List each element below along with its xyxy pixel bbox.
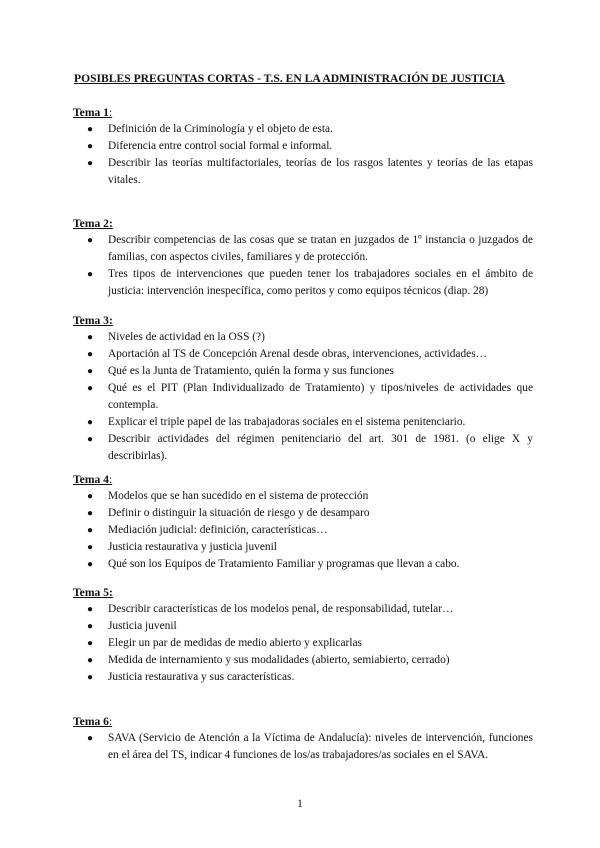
- list-item: ● Tres tipos de intervenciones que pueden tener los trabajadores sociales en el ámbito de justicia: intervención inespecífica, como peritos y como equipos técnicos (diap. 28): [87, 268, 533, 297]
- list-item: ● Medida de internamiento y sus modalidades (abierto, semiabierto, cerrado): [73, 652, 533, 669]
- bullet-icon: ●: [87, 124, 94, 135]
- list-item: ● Justicia restaurativa y sus características.: [73, 669, 533, 686]
- bullet-icon: ●: [87, 604, 94, 615]
- tema-3-section: [73, 312, 533, 465]
- bullet-icon: ●: [87, 655, 94, 666]
- tema-6-heading: Tema 6:: [73, 715, 113, 728]
- bullet-icon: ●: [87, 638, 94, 649]
- bullet-icon: ●: [87, 672, 94, 683]
- bullet-icon: ●: [87, 235, 94, 246]
- bullet-icon: ●: [87, 349, 94, 360]
- page-number: 1: [297, 798, 303, 810]
- bullet-icon: ●: [87, 525, 94, 536]
- bullet-icon: ●: [87, 559, 94, 570]
- list-item: ● Elegir un par de medidas de medio abierto y explicarlas: [73, 635, 533, 652]
- tema-3-list: [73, 329, 533, 465]
- tema-5-list: [73, 601, 533, 686]
- tema-5-section: [73, 584, 533, 686]
- list-item: ● Qué es la Junta de Tratamiento, quién la forma y sus funciones: [73, 363, 533, 380]
- list-item: ● Aportación al TS de Concepción Arenal desde obras, intervenciones, actividades…: [73, 346, 533, 363]
- list-item: ● Justicia juvenil: [73, 618, 533, 635]
- list-item: ● Describir características de los modelos penal, de responsabilidad, tutelar…: [73, 601, 533, 618]
- list-item: ● Definir o distinguir la situación de riesgo y de desamparo: [73, 505, 533, 522]
- tema-6-section: [73, 713, 533, 764]
- bullet-icon: ●: [87, 141, 94, 152]
- bullet-icon: ●: [87, 269, 94, 280]
- bullet-icon: ●: [87, 417, 94, 428]
- list-item: ● Modelos que se han sucedido en el sistema de protección: [73, 488, 533, 505]
- tema-4-list: [73, 488, 533, 573]
- tema-5-heading: Tema 5:: [73, 586, 113, 599]
- list-item: ● SAVA (Servicio de Atención a la Víctima de Andalucía): niveles de intervención, funciones en el área del TS, indicar 4 funciones de los/as trabajadores/as sociales en el SAVA.: [87, 732, 533, 761]
- bullet-icon: ●: [87, 733, 94, 744]
- bullet-icon: ●: [87, 332, 94, 343]
- tema-1-heading: Tema 1:: [73, 106, 113, 119]
- bullet-icon: ●: [87, 366, 94, 377]
- list-item: ● Describir competencias de las cosas que se tratan en juzgados de 1º instancia o juzgados de familias, con aspectos civiles, familiares y de protección.: [87, 234, 533, 263]
- tema-6-list: [73, 730, 533, 764]
- bullet-icon: ●: [87, 158, 94, 169]
- tema-4-heading: Tema 4:: [73, 473, 113, 486]
- list-item: ● Mediación judicial: definición, características…: [73, 522, 533, 539]
- bullet-icon: ●: [87, 621, 94, 632]
- list-item: ● Definición de la Criminología y el objeto de esta.: [73, 121, 533, 138]
- tema-1-list: [73, 121, 533, 189]
- tema-1-section: [73, 104, 533, 189]
- list-item: ● Qué es el PIT (Plan Individualizado de Tratamiento) y tipos/niveles de actividades que contempla.: [87, 382, 533, 411]
- bullet-icon: ●: [87, 508, 94, 519]
- bullet-icon: ●: [87, 491, 94, 502]
- list-item: ● Justicia restaurativa y justicia juvenil: [73, 539, 533, 556]
- list-item: ● Describir las teorías multifactoriales, teorías de los rasgos latentes y teorías de las etapas vitales.: [87, 157, 533, 186]
- tema-2-heading: Tema 2:: [73, 217, 113, 230]
- tema-4-section: [73, 471, 533, 573]
- list-item: ● Niveles de actividad en la OSS (?): [73, 329, 533, 346]
- bullet-icon: ●: [87, 542, 94, 553]
- bullet-icon: ●: [87, 434, 94, 445]
- list-item: ● Diferencia entre control social formal e informal.: [73, 138, 533, 155]
- bullet-icon: ●: [87, 383, 94, 394]
- list-item: ● Explicar el triple papel de las trabajadoras sociales en el sistema penitenciario.: [73, 414, 533, 431]
- list-item: ● Describir actividades del régimen penitenciario del art. 301 de 1981. (o elige X y describirlas).: [87, 433, 533, 462]
- tema-2-list: [73, 232, 533, 300]
- page-title: POSIBLES PREGUNTAS CORTAS - T.S. EN LA ADMINISTRACIÓN DE JUSTICIA: [74, 72, 505, 85]
- tema-2-section: [73, 215, 533, 300]
- tema-3-heading: Tema 3:: [73, 314, 113, 327]
- list-item: ● Qué son los Equipos de Tratamiento Familiar y programas que llevan a cabo.: [73, 556, 533, 573]
